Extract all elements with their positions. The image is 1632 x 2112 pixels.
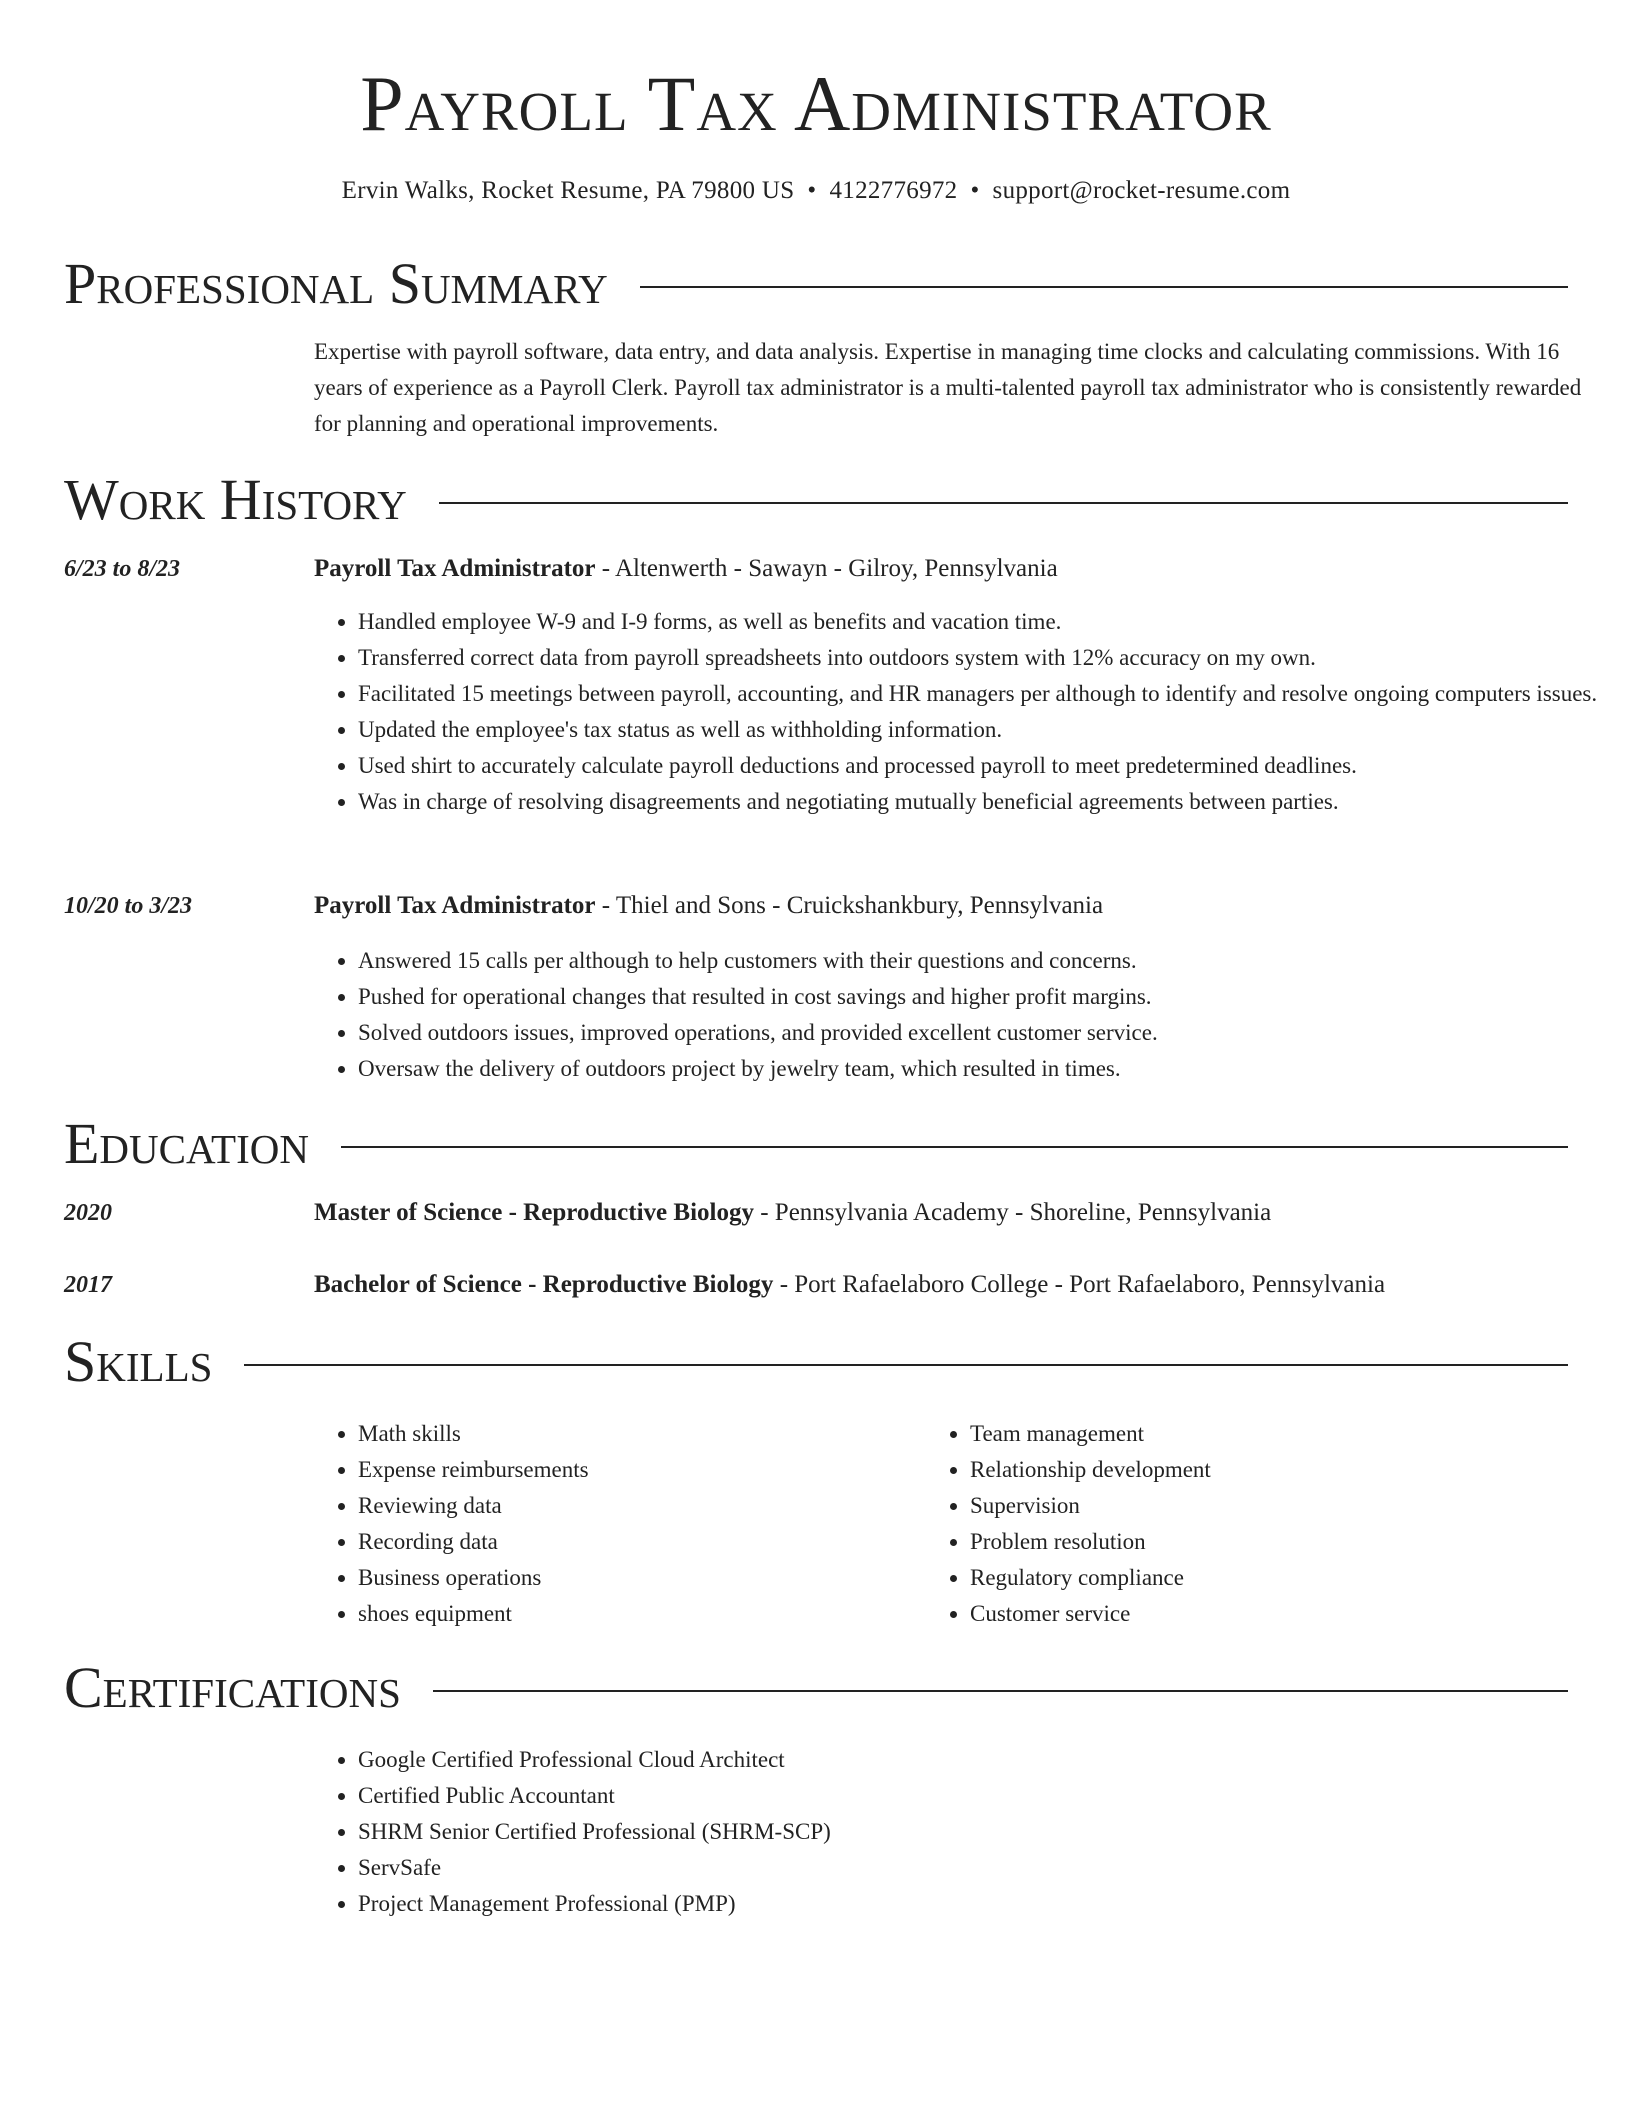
work-entry-role: Payroll Tax Administrator <box>314 555 596 582</box>
certification-item: • SHRM Senior Certified Professional (SHRM-SCP) <box>358 1814 1358 1850</box>
skill-item: • Math skills <box>358 1416 918 1452</box>
education-section-title: Education <box>64 1111 309 1176</box>
list-item: • Updated the employee's tax status as well as withholding information. <box>358 712 1628 748</box>
list-item: • Handled employee W-9 and I-9 forms, as well as benefits and vacation time. <box>358 604 1628 640</box>
skills-list-left <box>314 1416 918 1632</box>
skill-item: • shoes equipment <box>358 1596 918 1632</box>
education-entry-year: 2017 <box>64 1272 112 1298</box>
skill-item: • Business operations <box>358 1560 918 1596</box>
skill-item: • Problem resolution <box>970 1524 1590 1560</box>
summary-text: Expertise with payroll software, data entry, and data analysis. Expertise in managing time clocks and calculating commissions. With 16 years of experience as a Payroll Clerk. Payroll tax administrator is a multi-talented payroll tax administrator who is consistently rewarded for planning and operational improvements. <box>314 339 1582 436</box>
work-entry-dates: 10/20 to 3/23 <box>64 893 193 919</box>
list-item: • Facilitated 15 meetings between payroll, accounting, and HR managers per although to identify and resolve ongoing computers issues. <box>358 676 1628 712</box>
work-entry-heading <box>314 552 1604 586</box>
certifications-list <box>314 1742 1358 1922</box>
summary-section-header <box>64 252 1568 316</box>
list-item: • Solved outdoors issues, improved operations, and provided excellent customer service. <box>358 1015 1628 1051</box>
work-section-title: Work History <box>64 467 407 532</box>
education-entry-degree: Bachelor of Science - Reproductive Biology <box>314 1271 774 1298</box>
skill-item: • Reviewing data <box>358 1488 918 1524</box>
skills-section-title: Skills <box>64 1329 213 1394</box>
work-entry-dates: 6/23 to 8/23 <box>64 556 181 582</box>
contact-separator: • <box>807 177 817 204</box>
education-entry-year: 2020 <box>64 1200 112 1226</box>
certifications-section-header <box>64 1656 1568 1720</box>
candidate-title: Payroll Tax Administrator <box>360 60 1272 147</box>
section-divider <box>244 1364 1568 1366</box>
skill-item: • Relationship development <box>970 1452 1590 1488</box>
section-divider <box>439 502 1568 504</box>
contact-line <box>0 174 1632 208</box>
work-entry-details: - Altenwerth - Sawayn - Gilroy, Pennsylvania <box>595 555 1058 582</box>
certification-item: • Certified Public Accountant <box>358 1778 1358 1814</box>
skill-item: • Regulatory compliance <box>970 1560 1590 1596</box>
contact-separator: • <box>970 177 980 204</box>
list-item: • Was in charge of resolving disagreements and negotiating mutually beneficial agreements between parties. <box>358 784 1628 820</box>
certification-item: • ServSafe <box>358 1850 1358 1886</box>
skills-section-header <box>64 1330 1568 1394</box>
certification-item: • Google Certified Professional Cloud Architect <box>358 1742 1358 1778</box>
work-entry-bullets <box>314 943 1628 1087</box>
work-entry-role: Payroll Tax Administrator <box>314 892 596 919</box>
skill-item: • Expense reimbursements <box>358 1452 918 1488</box>
list-item: • Answered 15 calls per although to help customers with their questions and concerns. <box>358 943 1628 979</box>
education-entry-heading <box>314 1196 1604 1230</box>
contact-address: Ervin Walks, Rocket Resume, PA 79800 US <box>341 177 795 204</box>
work-entry-bullets <box>314 604 1628 820</box>
section-divider <box>341 1146 1568 1148</box>
list-item: • Transferred correct data from payroll spreadsheets into outdoors system with 12% accuracy on my own. <box>358 640 1628 676</box>
education-entry-degree: Master of Science - Reproductive Biology <box>314 1199 754 1226</box>
skill-item: • Team management <box>970 1416 1590 1452</box>
list-item: • Oversaw the delivery of outdoors project by jewelry team, which resulted in times. <box>358 1051 1628 1087</box>
list-item: • Pushed for operational changes that resulted in cost savings and higher profit margins. <box>358 979 1628 1015</box>
education-entry-heading <box>314 1268 1604 1302</box>
contact-phone: 4122776972 <box>829 177 958 204</box>
skills-list-right <box>926 1416 1590 1632</box>
education-section-header <box>64 1112 1568 1176</box>
section-divider <box>640 286 1568 288</box>
certification-item: • Project Management Professional (PMP) <box>358 1886 1358 1922</box>
section-divider <box>433 1690 1568 1692</box>
work-entry-details: - Thiel and Sons - Cruickshankbury, Pennsylvania <box>595 892 1104 919</box>
education-entry-details: - Port Rafaelaboro College - Port Rafaelaboro, Pennsylvania <box>773 1271 1386 1298</box>
skill-item: • Customer service <box>970 1596 1590 1632</box>
skill-item: • Recording data <box>358 1524 918 1560</box>
work-entry-heading <box>314 889 1604 923</box>
contact-email: support@rocket-resume.com <box>992 177 1291 204</box>
work-section-header <box>64 468 1568 532</box>
certifications-section-title: Certifications <box>64 1655 401 1720</box>
summary-section-title: Professional Summary <box>64 251 608 316</box>
education-entry-details: - Pennsylvania Academy - Shoreline, Pennsylvania <box>753 1199 1272 1226</box>
list-item: • Used shirt to accurately calculate payroll deductions and processed payroll to meet predetermined deadlines. <box>358 748 1628 784</box>
skill-item: • Supervision <box>970 1488 1590 1524</box>
